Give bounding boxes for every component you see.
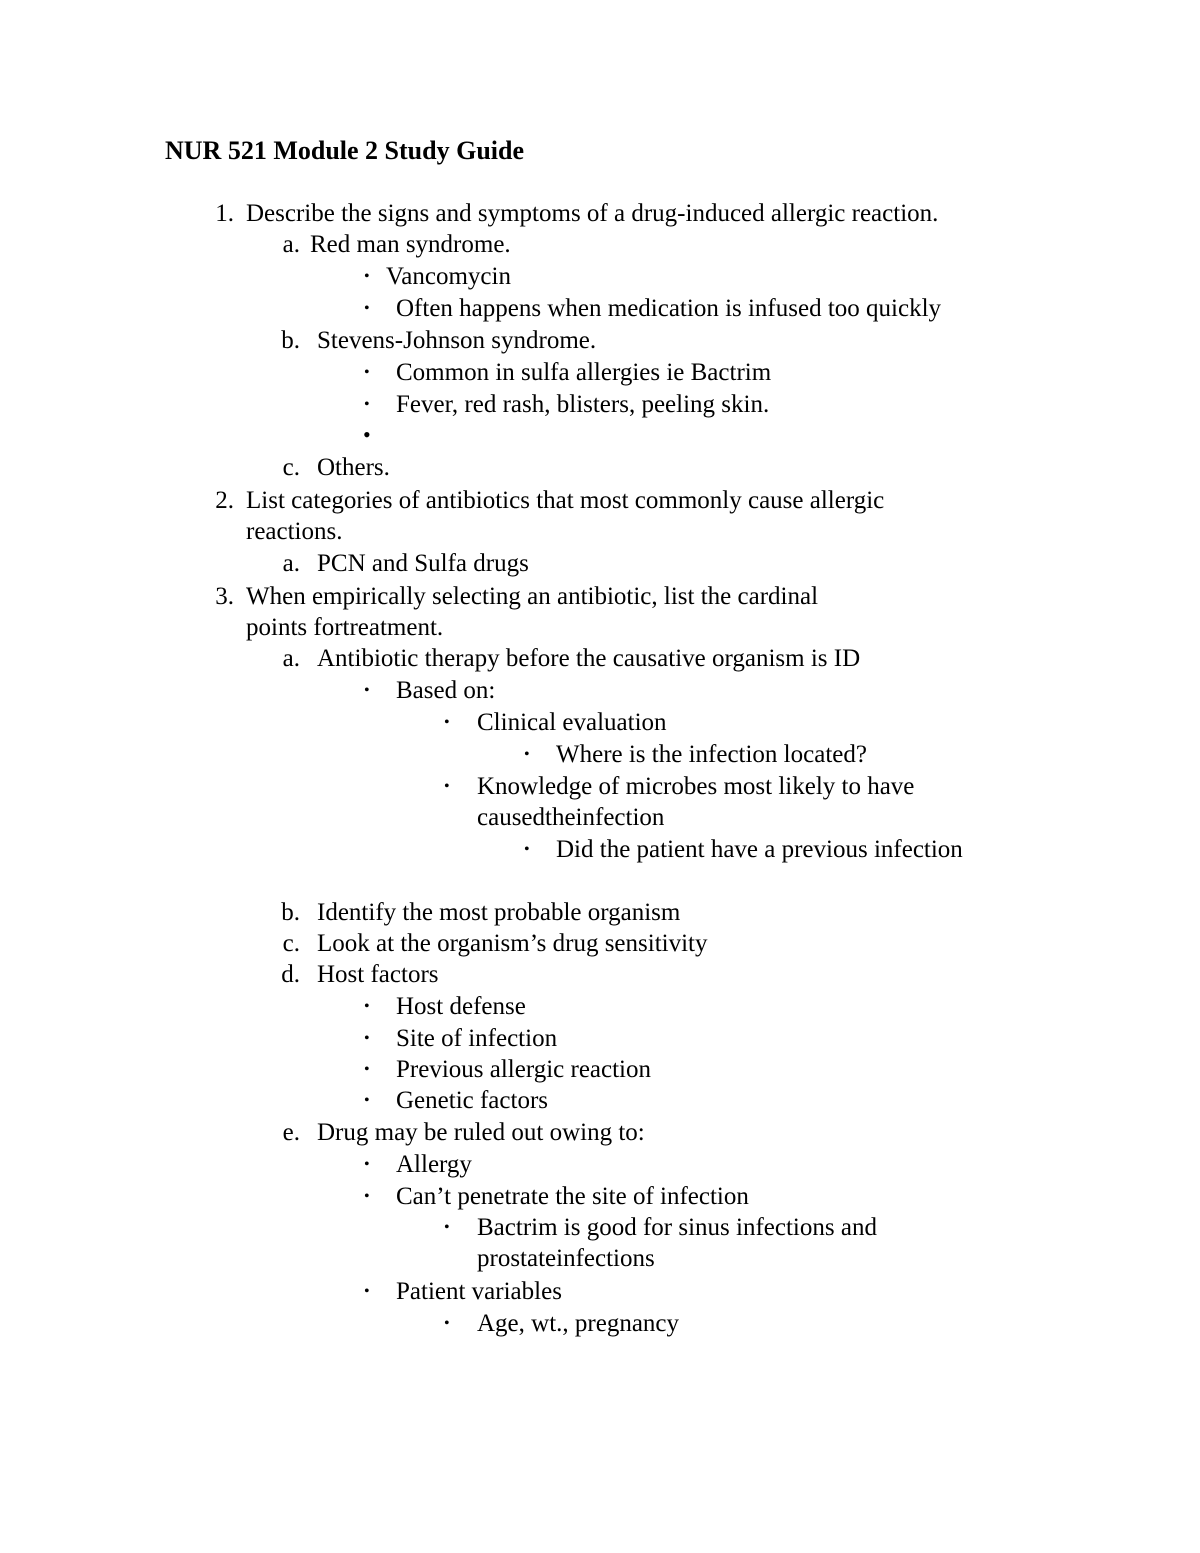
- bullet-icon: •: [364, 1092, 370, 1109]
- bullet-text: Often happens when medication is infused too quickly: [396, 295, 942, 322]
- bullet-icon: •: [364, 396, 370, 413]
- bullet-text: Clinical evaluation: [477, 709, 667, 736]
- bullet-text: Age, wt., pregnancy: [477, 1310, 680, 1337]
- bullet-icon: •: [444, 778, 450, 795]
- bullet-text: Can’t penetrate the site of infection: [396, 1183, 749, 1210]
- sub-item-text: Others.: [317, 454, 390, 481]
- sub-item-letter: c.: [282, 454, 300, 481]
- bullet-text: Allergy: [396, 1151, 472, 1178]
- bullet-text: Knowledge of microbes most likely to have: [477, 773, 915, 800]
- question-text: When empirically selecting an antibiotic, list the cardinal: [246, 583, 819, 610]
- bullet-icon: •: [364, 682, 370, 699]
- question-number: 3.: [215, 583, 234, 610]
- question-number: 2.: [215, 487, 234, 514]
- bullet-icon: •: [524, 746, 530, 763]
- bullet-icon: •: [444, 1219, 450, 1236]
- bullet-icon: •: [363, 422, 371, 447]
- bullet-text: Genetic factors: [396, 1087, 549, 1114]
- sub-item-text: Antibiotic therapy before the causative organism is ID: [317, 645, 861, 672]
- bullet-text: prostateinfections: [477, 1245, 655, 1272]
- sub-item-letter: d.: [281, 961, 300, 988]
- bullet-icon: •: [364, 1188, 370, 1205]
- bullet-text: Fever, red rash, blisters, peeling skin.: [396, 391, 770, 418]
- page-title: NUR 521 Module 2 Study Guide: [165, 136, 524, 165]
- bullet-text: Site of infection: [396, 1025, 558, 1052]
- sub-item-letter: a.: [282, 550, 300, 577]
- sub-item-text: Red man syndrome.: [310, 231, 511, 258]
- bullet-icon: •: [444, 1315, 450, 1332]
- sub-item-text: Drug may be ruled out owing to:: [317, 1119, 645, 1146]
- sub-item-letter: b.: [281, 899, 300, 926]
- question-number: 1.: [215, 200, 234, 227]
- sub-item-letter: b.: [281, 327, 300, 354]
- bullet-icon: •: [364, 364, 370, 381]
- bullet-text: Bactrim is good for sinus infections and: [477, 1214, 877, 1241]
- bullet-icon: •: [364, 998, 370, 1015]
- bullet-icon: •: [524, 841, 530, 858]
- bullet-icon: •: [364, 1061, 370, 1078]
- bullet-text: Previous allergic reaction: [396, 1056, 652, 1083]
- bullet-icon: •: [364, 1156, 370, 1173]
- bullet-text: Common in sulfa allergies ie Bactrim: [396, 359, 772, 386]
- bullet-icon: •: [364, 268, 370, 285]
- sub-item-letter: c.: [282, 930, 300, 957]
- sub-item-text: Identify the most probable organism: [317, 899, 681, 926]
- question-text: points fortreatment.: [246, 614, 444, 641]
- sub-item-text: PCN and Sulfa drugs: [317, 550, 529, 577]
- question-text: reactions.: [246, 518, 343, 545]
- bullet-text: Vancomycin: [386, 263, 511, 290]
- bullet-icon: •: [364, 300, 370, 317]
- sub-item-text: Stevens-Johnson syndrome.: [317, 327, 597, 354]
- bullet-icon: •: [444, 714, 450, 731]
- sub-item-text: Look at the organism’s drug sensitivity: [317, 930, 708, 957]
- bullet-text: Patient variables: [396, 1278, 562, 1305]
- bullet-text: Where is the infection located?: [556, 741, 867, 768]
- bullet-icon: •: [364, 1283, 370, 1300]
- bullet-text: Based on:: [396, 677, 496, 704]
- sub-item-letter: e.: [282, 1119, 300, 1146]
- sub-item-letter: a.: [282, 645, 300, 672]
- bullet-text: Did the patient have a previous infection: [556, 836, 963, 863]
- question-text: List categories of antibiotics that most commonly cause allergic: [246, 487, 885, 514]
- bullet-text: Host defense: [396, 993, 526, 1020]
- sub-item-text: Host factors: [317, 961, 439, 988]
- bullet-text: causedtheinfection: [477, 804, 665, 831]
- sub-item-letter: a.: [282, 231, 300, 258]
- question-text: Describe the signs and symptoms of a drug-induced allergic reaction.: [246, 200, 939, 227]
- bullet-icon: •: [364, 1030, 370, 1047]
